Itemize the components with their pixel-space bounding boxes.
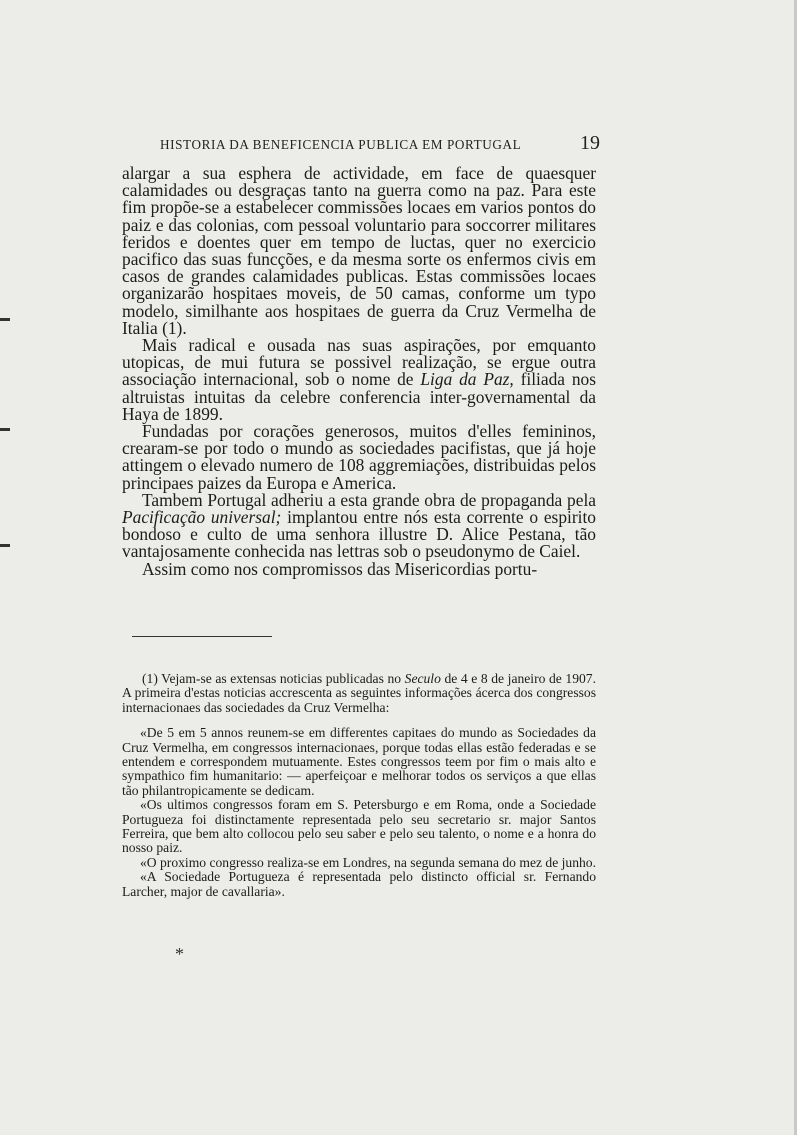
binding-thread-mark	[0, 318, 10, 321]
page-number: 19	[580, 132, 600, 154]
binding-thread-mark	[0, 428, 10, 431]
footnote	[122, 672, 596, 715]
paragraph: Assim como nos compromissos das Misericordias portu-	[142, 558, 538, 579]
body-text	[122, 165, 596, 578]
footnote-quote: «Os ultimos congressos foram em S. Petersburgo e em Roma, onde a Sociedade Portugueza foi distinctamente representada pelo seu secretario sr. major Santos Ferreira, que bem alto collocou pelo seu saber e pelo seu talento, o nome e a honra do nosso paiz.	[122, 797, 596, 856]
footnote-quote: «De 5 em 5 annos reunem-se em differentes capitaes do mundo as Sociedades da Cruz Vermelha, em congressos internacionaes, porque todas ellas estão federadas e se entendem e correspondem mutuamente. Estes congressos teem por fim o mais alto e sympathico fim humanitario: — aperfeiçoar e melhorar todos os serviços a que ellas tão philantropicamente se dedicam.	[122, 725, 596, 798]
page-header	[160, 132, 600, 155]
text-run: Mais radical e ousada nas suas aspirações, por emquanto utopicas, de mui futura se possivel realização, se ergue outra associação internacional, sob o nome de	[122, 335, 596, 390]
binding-thread-mark	[0, 544, 10, 547]
italic-text: Pacificação universal;	[122, 507, 282, 528]
text-run: filiada nos altruistas intuitas da celebre conferencia inter-governamental da Haya de 1899.	[122, 369, 597, 424]
text-run: (1) Vejam-se as extensas noticias publicadas no	[142, 671, 405, 686]
footnote-quote: «A Sociedade Portugueza é representada pelo distincto official sr. Fernando Larcher, major de cavallaria».	[122, 869, 596, 899]
paragraph: Fundadas por corações generosos, muitos d'elles femininos, crearam-se por todo o mundo as sociedades pacifistas, que já hoje attingem o elevado numero de 108 aggremiações, distribuidas pelos principaes paizes da Europa e America.	[122, 421, 596, 493]
text-run: de 4 e 8 de janeiro de 1907. A primeira d'estas noticias accrescenta as seguintes informações ácerca dos congressos internacionaes das sociedades da Cruz Vermelha:	[122, 671, 596, 715]
section-asterisk: *	[175, 944, 184, 964]
text-run: Tambem Portugal adheriu a esta grande obra de propaganda pela	[142, 489, 596, 510]
running-title: HISTORIA DA BENEFICENCIA PUBLICA EM PORTUGAL	[160, 137, 522, 152]
paragraph	[122, 489, 596, 562]
footnotes	[122, 672, 596, 899]
text-run: implantou entre nós esta corrente o espirito bondoso e culto de uma senhora illustre D. Alice Pestana, tão vantajosamente conhecida nas lettras sob o pseudonymo de Caiel.	[122, 507, 596, 562]
footnote-quote: «O proximo congresso realiza-se em Londres, na segunda semana do mez de junho.	[140, 854, 597, 870]
paragraph	[122, 337, 596, 423]
italic-text: Liga da Paz,	[420, 369, 514, 390]
paragraph: alargar a sua esphera de actividade, em face de quaesquer calamidades ou desgraças tanto na guerra como na paz. Para este fim propõe-se a estabelecer commissões locaes em varios pontos do paiz e das colonias, com pessoal voluntario para soccorrer militares feridos e doentes quer em tempo de luctas, quer no exercicio pacifico das suas funcções, e da mesma sorte os enfermos civis em casos de grandes calamidades publicas. Estas commissões locaes organizarão hospitaes moveis, de 50 camas, conforme um typo modelo, similhante aos hospitaes de guerra da Cruz Vermelha de Italia (1).	[122, 163, 596, 338]
footnote-divider	[132, 636, 272, 637]
italic-text: Seculo	[404, 671, 441, 686]
